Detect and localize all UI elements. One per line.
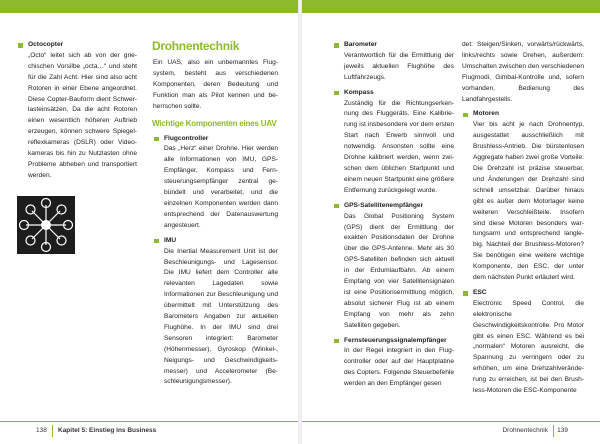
text-imu: Die Inertial Measurement Unit ist der Beschleunigungs- und Lagesensor. Die IMU liefert dem Controller alle relevanten Lagedaten sowie Informationen zur Beschleunigung und übermittelt mit Unterstützung des Barometers Angaben zur aktuellen Flughöhe. In der IMU sind drei Sensoren integriert: Barometer (Höhenmesser), Gyroskop (Winkel-, Neigungs- und Geschwindigkeitsmesser) und Accelerometer (Beschleunigungsmesser). [164,247,278,386]
text-esc: Electronic Speed Control, die elektronische Geschwindigkeitskontrolle. Pro Motor gibt es einen ESC. Während es bei „normalen“ Motoren ausreicht, die Spannung zu verringern oder zu erhöhen, um eine Drehzahlveränderung zu erreichen, ist bei den Brushless-Motoren die ESC-Komponente [473,299,584,395]
bullet-square-icon [334,91,339,96]
entry-kompass [333,88,454,197]
bullet-square-icon [154,137,159,142]
term-motoren: Motoren [473,110,500,118]
bullet-square-icon [18,43,23,48]
entry-flugcontroller [153,134,278,232]
text-barometer: Verantwortlich für die Ermittlung der jeweils aktuellen Flughöhe des Luftfahrzeugs. [344,51,454,81]
running-head: Kapitel 5: Einstieg ins Business [58,427,157,434]
bullet-square-icon [334,339,339,344]
accent-bar [0,0,298,13]
left-column-1 [17,40,137,254]
page-number: 138 [36,427,47,434]
text-motoren: Vier bis acht je nach Drohnentyp, ausgestattet ausschließlich mit Brushless-Antrieb. Die bürstenlosen Aggregate haben zwei große Vorteile: Die Drehzahl ist präzise steuerbar, und Änderungen der Drehzahl sind schnell umsetzbar. Darüber hinaus gibt es außer dem Motorlager keine weiteren Verschleißteile. Insofern sind diese Motoren besonders wartungsarm und entsprechend langlebig. Nachteil der Brushless-Motoren? Sie benötigen eine weitere wichtige Komponente, den ESC, der unter dem nächsten Punkt erläutert wird. [473,121,584,282]
section-heading: Drohnentechnik [152,39,240,53]
term-barometer: Barometer [344,41,377,48]
term-gps: GPS-Satellitenempfänger [344,201,424,209]
right-column-1 [333,40,454,390]
entry-fernsteuerung [333,336,454,391]
term-fernsteuerung: Fernsteuerungssignalempfänger [344,336,447,344]
text-fernsteuerung: In der Regel integriert in den Flugcontroller oder auf der Hauptplatine des Copters. Folgende Steuerbefehle werden an den Empfänger gesen [344,347,454,388]
right-page [302,0,600,444]
entry-gps [333,201,454,332]
term-octocopter: Octocopter [28,41,64,48]
continuation-text: det: Steigen/Sinken, vorwärts/rückwärts, links/rechts sowie Drehen, außerdem: Umschalten zwischen den verschiedenen Flugmodi, Gimbal-Kontrolle und, sofern vorhanden, Bedienung des Landfahrgestells. [462,41,584,103]
subsection-heading: Wichtige Komponenten eines UAV [152,118,277,128]
entry-esc [462,288,584,397]
term-kompass: Kompass [344,88,374,96]
page-footer [0,421,298,444]
term-imu: IMU [164,236,177,244]
entry-imu [153,236,278,389]
bullet-square-icon [154,239,159,244]
page-footer [302,421,600,444]
term-flugcontroller: Flugcontroller [164,134,209,142]
right-column-2 [462,40,584,397]
intro-text: Ein UAS, also ein unbemanntes Flugsystem, besteht aus verschiedenen Komponenten, deren Bedeutung und Funktion man als Pilot kennen und beherrschen sollte. [153,59,278,110]
bullet-square-icon [334,43,339,48]
page-number: 139 [557,427,568,434]
text-gps: Das Global Positioning System (GPS) dient der Ermittlung der exakten Positionsdaten der Drohne über die GPS-Antenne. Mehr als 30 GPS-Satelliten befinden sich aktuell in der Erdumlaufbahn. Ab einem Empfang von vier Satellitensignalen ist eine Positionsermittlung möglich, absolut sicherer Flug ist ab einem Empfang von mehr als zehn Satelliten gegeben. [344,212,454,329]
bullet-square-icon [463,291,468,296]
text-kompass: Zuständig für die Richtungserkennung des Fluggeräts. Eine Kalibrierung ist insbesondere vor dem ersten Start nach Erwerb sinnvoll und notwendig. Ansonsten sollte eine Drohne kalibriert werden, wenn zwischen dem üblichen Startpunkt und einem neuen Startpunkt eine größere Entfernung zurückgelegt wurde. [344,99,454,194]
bullet-square-icon [463,113,468,118]
term-esc: ESC [473,288,487,296]
octocopter-icon [17,196,75,254]
left-column-2 [153,40,278,388]
entry-octocopter [17,40,137,182]
text-flugcontroller: Das „Herz“ einer Drohne. Hier werden alle Informationen von IMU, GPS-Empfänger, Kompass und Fernsteuerungsempfänger zentral gebündelt und verarbeitet, und die einzelnen Komponenten werden dann entsprechend der Datenauswertung angesteuert. [164,145,278,229]
text-octocopter: „Octo“ leitet sich ab von der griechischen Vorsilbe „octa…“ und steht für die Zahl Acht. Hier sind also acht Rotoren in einer Ebene angeordnet. Diese Copter-Bauform dient Schwerlasteinsätzen. Da die acht Rotoren einen wesentlich höheren Auftrieb erzeugen, können schwere Spiegelreflexkameras (DSLR) oder Videokameras bis hin zu Nutzlasten ohne Probleme abheben und transportiert werden. [28,51,137,179]
running-head: Drohnentechnik [502,427,548,434]
footer-divider [52,425,53,437]
entry-barometer [333,40,454,84]
entry-motoren [462,109,584,284]
accent-bar [302,0,600,13]
footer-divider [553,425,554,437]
bullet-square-icon [334,204,339,209]
left-page [0,0,298,444]
